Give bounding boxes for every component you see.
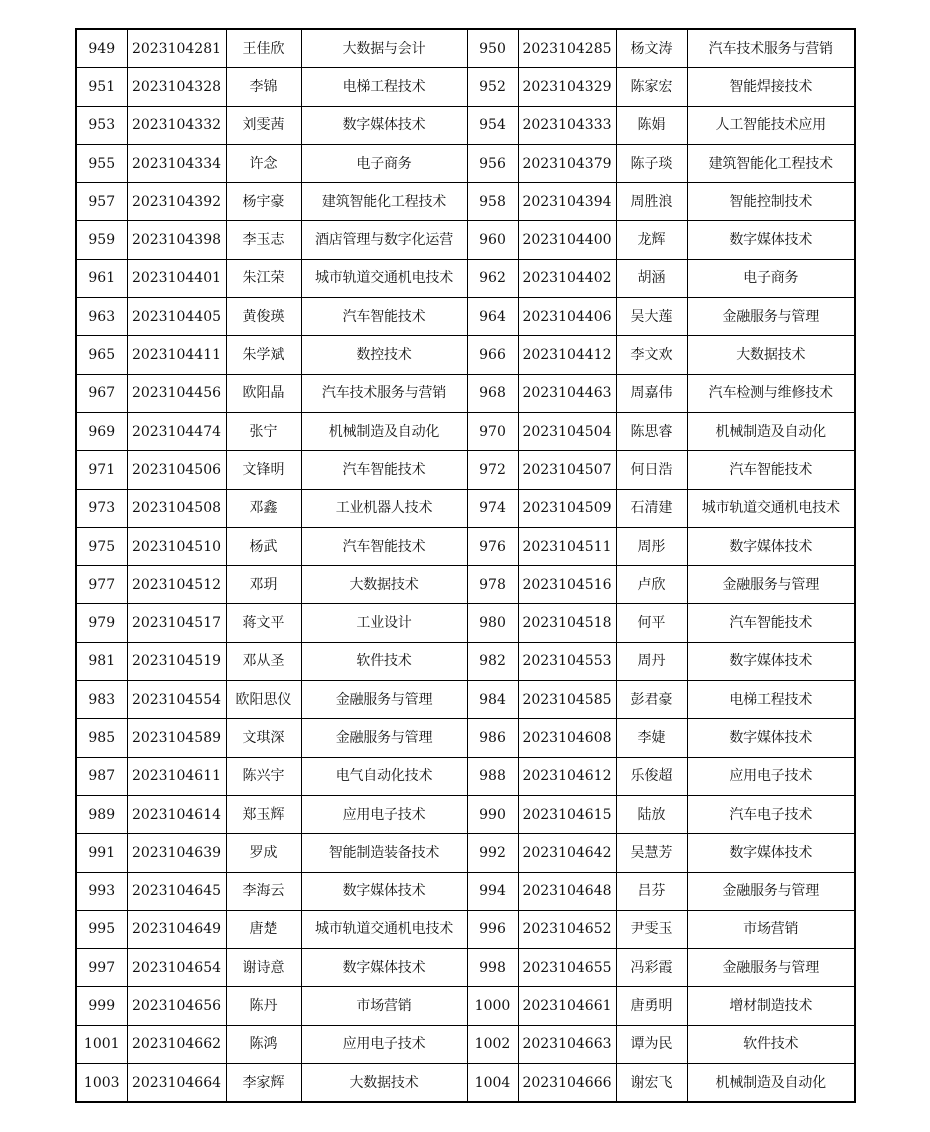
major-cell: 智能制造装备技术 xyxy=(301,834,467,872)
student-id-cell: 2023104654 xyxy=(127,949,226,987)
major-cell: 大数据与会计 xyxy=(301,29,467,68)
index-cell: 969 xyxy=(76,412,127,450)
student-id-cell: 2023104642 xyxy=(518,834,616,872)
index-cell: 970 xyxy=(467,412,518,450)
student-name-cell: 吕芬 xyxy=(616,872,687,910)
student-id-cell: 2023104411 xyxy=(127,336,226,374)
index-cell: 949 xyxy=(76,29,127,68)
student-id-cell: 2023104649 xyxy=(127,910,226,948)
major-cell: 机械制造及自动化 xyxy=(687,412,855,450)
major-cell: 汽车智能技术 xyxy=(301,298,467,336)
table-row xyxy=(76,1025,855,1063)
student-id-cell: 2023104508 xyxy=(127,489,226,527)
student-id-cell: 2023104518 xyxy=(518,604,616,642)
table-row xyxy=(76,1064,855,1103)
major-cell: 汽车检测与维修技术 xyxy=(687,374,855,412)
student-name-cell: 欧阳晶 xyxy=(226,374,301,412)
student-name-cell: 文锋明 xyxy=(226,451,301,489)
student-name-cell: 陈鸿 xyxy=(226,1025,301,1063)
student-id-cell: 2023104394 xyxy=(518,183,616,221)
major-cell: 大数据技术 xyxy=(301,1064,467,1103)
index-cell: 996 xyxy=(467,910,518,948)
student-name-cell: 杨宇豪 xyxy=(226,183,301,221)
table-row xyxy=(76,451,855,489)
index-cell: 972 xyxy=(467,451,518,489)
student-name-cell: 许念 xyxy=(226,144,301,182)
student-id-cell: 2023104614 xyxy=(127,795,226,833)
student-name-cell: 李婕 xyxy=(616,719,687,757)
student-name-cell: 朱学斌 xyxy=(226,336,301,374)
major-cell: 汽车智能技术 xyxy=(301,451,467,489)
student-id-cell: 2023104512 xyxy=(127,566,226,604)
student-id-cell: 2023104652 xyxy=(518,910,616,948)
student-name-cell: 李玉志 xyxy=(226,221,301,259)
major-cell: 机械制造及自动化 xyxy=(687,1064,855,1103)
index-cell: 995 xyxy=(76,910,127,948)
student-name-cell: 卢欣 xyxy=(616,566,687,604)
index-cell: 967 xyxy=(76,374,127,412)
table-row xyxy=(76,834,855,872)
student-id-cell: 2023104645 xyxy=(127,872,226,910)
major-cell: 数字媒体技术 xyxy=(687,221,855,259)
index-cell: 961 xyxy=(76,259,127,297)
student-id-cell: 2023104333 xyxy=(518,106,616,144)
index-cell: 978 xyxy=(467,566,518,604)
index-cell: 950 xyxy=(467,29,518,68)
index-cell: 998 xyxy=(467,949,518,987)
student-name-cell: 乐俊超 xyxy=(616,757,687,795)
major-cell: 软件技术 xyxy=(687,1025,855,1063)
index-cell: 952 xyxy=(467,68,518,106)
major-cell: 机械制造及自动化 xyxy=(301,412,467,450)
major-cell: 金融服务与管理 xyxy=(687,872,855,910)
major-cell: 增材制造技术 xyxy=(687,987,855,1025)
index-cell: 982 xyxy=(467,642,518,680)
student-id-cell: 2023104456 xyxy=(127,374,226,412)
index-cell: 955 xyxy=(76,144,127,182)
index-cell: 999 xyxy=(76,987,127,1025)
student-name-cell: 陈家宏 xyxy=(616,68,687,106)
student-id-cell: 2023104554 xyxy=(127,681,226,719)
table-row xyxy=(76,949,855,987)
table-row xyxy=(76,642,855,680)
student-name-cell: 李家辉 xyxy=(226,1064,301,1103)
student-name-cell: 石清建 xyxy=(616,489,687,527)
student-id-cell: 2023104519 xyxy=(127,642,226,680)
table-row xyxy=(76,298,855,336)
major-cell: 数字媒体技术 xyxy=(687,527,855,565)
student-id-cell: 2023104612 xyxy=(518,757,616,795)
major-cell: 电梯工程技术 xyxy=(687,681,855,719)
major-cell: 市场营销 xyxy=(301,987,467,1025)
student-name-cell: 李锦 xyxy=(226,68,301,106)
student-name-cell: 陈娟 xyxy=(616,106,687,144)
table-row xyxy=(76,604,855,642)
student-id-cell: 2023104398 xyxy=(127,221,226,259)
index-cell: 971 xyxy=(76,451,127,489)
major-cell: 工业机器人技术 xyxy=(301,489,467,527)
student-name-cell: 陈思睿 xyxy=(616,412,687,450)
student-id-cell: 2023104463 xyxy=(518,374,616,412)
index-cell: 965 xyxy=(76,336,127,374)
table-row xyxy=(76,489,855,527)
student-name-cell: 黄俊瑛 xyxy=(226,298,301,336)
table-row xyxy=(76,374,855,412)
student-id-cell: 2023104401 xyxy=(127,259,226,297)
index-cell: 986 xyxy=(467,719,518,757)
major-cell: 数字媒体技术 xyxy=(301,949,467,987)
major-cell: 电梯工程技术 xyxy=(301,68,467,106)
table-row xyxy=(76,910,855,948)
student-id-cell: 2023104664 xyxy=(127,1064,226,1103)
index-cell: 959 xyxy=(76,221,127,259)
student-id-cell: 2023104509 xyxy=(518,489,616,527)
roster-body xyxy=(76,29,855,1102)
student-name-cell: 周丹 xyxy=(616,642,687,680)
index-cell: 957 xyxy=(76,183,127,221)
index-cell: 985 xyxy=(76,719,127,757)
major-cell: 市场营销 xyxy=(687,910,855,948)
major-cell: 城市轨道交通机电技术 xyxy=(687,489,855,527)
student-name-cell: 唐楚 xyxy=(226,910,301,948)
table-row xyxy=(76,336,855,374)
student-id-cell: 2023104328 xyxy=(127,68,226,106)
index-cell: 992 xyxy=(467,834,518,872)
student-id-cell: 2023104405 xyxy=(127,298,226,336)
major-cell: 人工智能技术应用 xyxy=(687,106,855,144)
student-id-cell: 2023104639 xyxy=(127,834,226,872)
index-cell: 994 xyxy=(467,872,518,910)
index-cell: 1000 xyxy=(467,987,518,1025)
index-cell: 980 xyxy=(467,604,518,642)
student-roster-table xyxy=(75,28,856,1103)
major-cell: 电子商务 xyxy=(301,144,467,182)
major-cell: 汽车智能技术 xyxy=(301,527,467,565)
major-cell: 工业设计 xyxy=(301,604,467,642)
major-cell: 数字媒体技术 xyxy=(301,106,467,144)
student-name-cell: 蒋文平 xyxy=(226,604,301,642)
student-id-cell: 2023104611 xyxy=(127,757,226,795)
major-cell: 建筑智能化工程技术 xyxy=(687,144,855,182)
major-cell: 金融服务与管理 xyxy=(301,719,467,757)
student-id-cell: 2023104507 xyxy=(518,451,616,489)
student-id-cell: 2023104332 xyxy=(127,106,226,144)
index-cell: 963 xyxy=(76,298,127,336)
student-id-cell: 2023104663 xyxy=(518,1025,616,1063)
index-cell: 962 xyxy=(467,259,518,297)
index-cell: 1001 xyxy=(76,1025,127,1063)
student-name-cell: 陈兴宇 xyxy=(226,757,301,795)
student-name-cell: 尹雯玉 xyxy=(616,910,687,948)
student-id-cell: 2023104406 xyxy=(518,298,616,336)
major-cell: 数字媒体技术 xyxy=(687,642,855,680)
index-cell: 984 xyxy=(467,681,518,719)
student-name-cell: 龙辉 xyxy=(616,221,687,259)
student-name-cell: 杨文涛 xyxy=(616,29,687,68)
student-name-cell: 谢宏飞 xyxy=(616,1064,687,1103)
student-id-cell: 2023104517 xyxy=(127,604,226,642)
student-id-cell: 2023104281 xyxy=(127,29,226,68)
student-id-cell: 2023104662 xyxy=(127,1025,226,1063)
student-id-cell: 2023104553 xyxy=(518,642,616,680)
student-name-cell: 刘雯茜 xyxy=(226,106,301,144)
major-cell: 应用电子技术 xyxy=(301,1025,467,1063)
index-cell: 993 xyxy=(76,872,127,910)
index-cell: 951 xyxy=(76,68,127,106)
table-row xyxy=(76,412,855,450)
student-id-cell: 2023104615 xyxy=(518,795,616,833)
student-name-cell: 周嘉伟 xyxy=(616,374,687,412)
student-name-cell: 谢诗意 xyxy=(226,949,301,987)
table-row xyxy=(76,795,855,833)
student-name-cell: 邓鑫 xyxy=(226,489,301,527)
index-cell: 1003 xyxy=(76,1064,127,1103)
student-name-cell: 谭为民 xyxy=(616,1025,687,1063)
student-id-cell: 2023104511 xyxy=(518,527,616,565)
major-cell: 城市轨道交通机电技术 xyxy=(301,259,467,297)
student-name-cell: 王佳欣 xyxy=(226,29,301,68)
table-row xyxy=(76,719,855,757)
student-id-cell: 2023104285 xyxy=(518,29,616,68)
major-cell: 数字媒体技术 xyxy=(301,872,467,910)
student-id-cell: 2023104510 xyxy=(127,527,226,565)
index-cell: 973 xyxy=(76,489,127,527)
index-cell: 983 xyxy=(76,681,127,719)
major-cell: 应用电子技术 xyxy=(301,795,467,833)
student-id-cell: 2023104661 xyxy=(518,987,616,1025)
major-cell: 建筑智能化工程技术 xyxy=(301,183,467,221)
index-cell: 975 xyxy=(76,527,127,565)
table-row xyxy=(76,757,855,795)
index-cell: 997 xyxy=(76,949,127,987)
student-name-cell: 冯彩霞 xyxy=(616,949,687,987)
major-cell: 软件技术 xyxy=(301,642,467,680)
student-name-cell: 吴慧芳 xyxy=(616,834,687,872)
major-cell: 电气自动化技术 xyxy=(301,757,467,795)
table-row xyxy=(76,221,855,259)
student-id-cell: 2023104329 xyxy=(518,68,616,106)
student-name-cell: 周彤 xyxy=(616,527,687,565)
student-id-cell: 2023104400 xyxy=(518,221,616,259)
index-cell: 979 xyxy=(76,604,127,642)
major-cell: 数字媒体技术 xyxy=(687,834,855,872)
student-name-cell: 文琪深 xyxy=(226,719,301,757)
index-cell: 960 xyxy=(467,221,518,259)
student-name-cell: 邓玥 xyxy=(226,566,301,604)
student-name-cell: 周胜浪 xyxy=(616,183,687,221)
student-id-cell: 2023104474 xyxy=(127,412,226,450)
student-name-cell: 胡涵 xyxy=(616,259,687,297)
index-cell: 956 xyxy=(467,144,518,182)
major-cell: 金融服务与管理 xyxy=(687,566,855,604)
index-cell: 991 xyxy=(76,834,127,872)
index-cell: 953 xyxy=(76,106,127,144)
student-name-cell: 杨武 xyxy=(226,527,301,565)
table-row xyxy=(76,681,855,719)
student-name-cell: 李海云 xyxy=(226,872,301,910)
major-cell: 数字媒体技术 xyxy=(687,719,855,757)
table-row xyxy=(76,987,855,1025)
student-name-cell: 彭君豪 xyxy=(616,681,687,719)
student-name-cell: 陆放 xyxy=(616,795,687,833)
student-id-cell: 2023104412 xyxy=(518,336,616,374)
student-id-cell: 2023104392 xyxy=(127,183,226,221)
index-cell: 966 xyxy=(467,336,518,374)
index-cell: 974 xyxy=(467,489,518,527)
major-cell: 汽车电子技术 xyxy=(687,795,855,833)
major-cell: 金融服务与管理 xyxy=(687,298,855,336)
student-name-cell: 吴大莲 xyxy=(616,298,687,336)
student-id-cell: 2023104666 xyxy=(518,1064,616,1103)
major-cell: 大数据技术 xyxy=(687,336,855,374)
index-cell: 968 xyxy=(467,374,518,412)
major-cell: 数控技术 xyxy=(301,336,467,374)
index-cell: 987 xyxy=(76,757,127,795)
index-cell: 981 xyxy=(76,642,127,680)
index-cell: 977 xyxy=(76,566,127,604)
student-id-cell: 2023104648 xyxy=(518,872,616,910)
major-cell: 金融服务与管理 xyxy=(301,681,467,719)
table-row xyxy=(76,106,855,144)
student-name-cell: 何日浩 xyxy=(616,451,687,489)
student-id-cell: 2023104334 xyxy=(127,144,226,182)
student-id-cell: 2023104655 xyxy=(518,949,616,987)
student-name-cell: 邓从圣 xyxy=(226,642,301,680)
major-cell: 汽车技术服务与营销 xyxy=(301,374,467,412)
major-cell: 智能控制技术 xyxy=(687,183,855,221)
table-row xyxy=(76,29,855,68)
table-row xyxy=(76,872,855,910)
index-cell: 964 xyxy=(467,298,518,336)
major-cell: 大数据技术 xyxy=(301,566,467,604)
major-cell: 汽车智能技术 xyxy=(687,604,855,642)
major-cell: 汽车智能技术 xyxy=(687,451,855,489)
student-name-cell: 欧阳思仪 xyxy=(226,681,301,719)
major-cell: 汽车技术服务与营销 xyxy=(687,29,855,68)
major-cell: 应用电子技术 xyxy=(687,757,855,795)
student-id-cell: 2023104402 xyxy=(518,259,616,297)
table-row xyxy=(76,566,855,604)
index-cell: 958 xyxy=(467,183,518,221)
table-row xyxy=(76,259,855,297)
index-cell: 976 xyxy=(467,527,518,565)
student-name-cell: 唐勇明 xyxy=(616,987,687,1025)
index-cell: 990 xyxy=(467,795,518,833)
student-id-cell: 2023104516 xyxy=(518,566,616,604)
student-name-cell: 陈丹 xyxy=(226,987,301,1025)
student-name-cell: 郑玉辉 xyxy=(226,795,301,833)
table-row xyxy=(76,68,855,106)
student-id-cell: 2023104589 xyxy=(127,719,226,757)
index-cell: 1004 xyxy=(467,1064,518,1103)
major-cell: 电子商务 xyxy=(687,259,855,297)
major-cell: 酒店管理与数字化运营 xyxy=(301,221,467,259)
major-cell: 城市轨道交通机电技术 xyxy=(301,910,467,948)
index-cell: 954 xyxy=(467,106,518,144)
student-id-cell: 2023104504 xyxy=(518,412,616,450)
major-cell: 金融服务与管理 xyxy=(687,949,855,987)
index-cell: 988 xyxy=(467,757,518,795)
student-id-cell: 2023104656 xyxy=(127,987,226,1025)
student-name-cell: 朱江荣 xyxy=(226,259,301,297)
student-id-cell: 2023104585 xyxy=(518,681,616,719)
student-id-cell: 2023104379 xyxy=(518,144,616,182)
student-name-cell: 何平 xyxy=(616,604,687,642)
student-name-cell: 罗成 xyxy=(226,834,301,872)
index-cell: 1002 xyxy=(467,1025,518,1063)
index-cell: 989 xyxy=(76,795,127,833)
student-id-cell: 2023104608 xyxy=(518,719,616,757)
table-row xyxy=(76,527,855,565)
student-id-cell: 2023104506 xyxy=(127,451,226,489)
table-row xyxy=(76,144,855,182)
student-name-cell: 陈子琰 xyxy=(616,144,687,182)
student-name-cell: 张宁 xyxy=(226,412,301,450)
table-row xyxy=(76,183,855,221)
major-cell: 智能焊接技术 xyxy=(687,68,855,106)
student-name-cell: 李文欢 xyxy=(616,336,687,374)
